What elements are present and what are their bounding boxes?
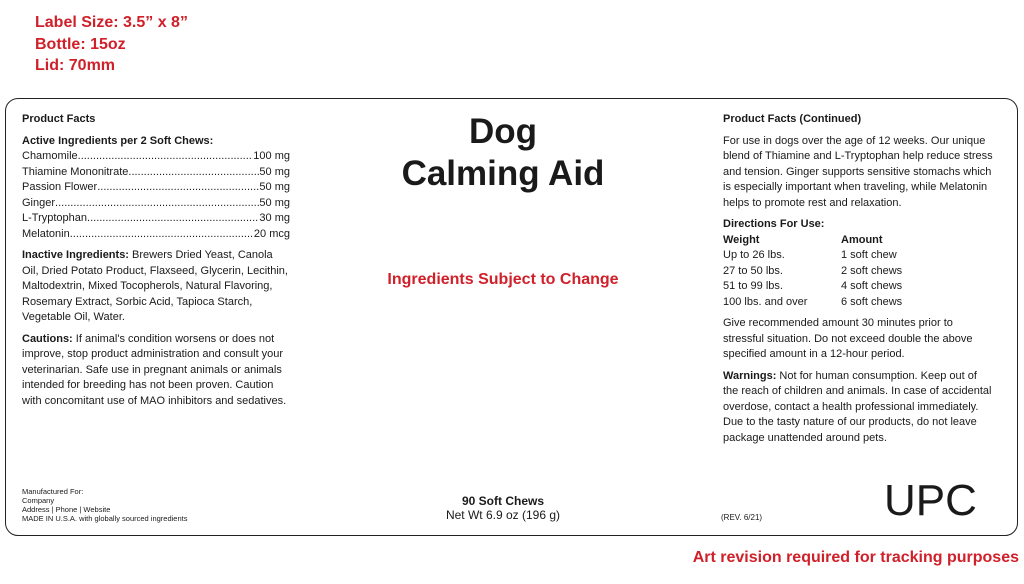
- bottle-spec: Bottle: 15oz: [35, 36, 126, 53]
- ingredient-name: L-Tryptophan: [22, 212, 88, 224]
- cautions-text: If animal's condition worsens or does not improve, stop product administration and consult your veterinarian. Safe use in pregnant animals or animals intended for breeding has not been proven. Caution with concomitant use of MAO inhibitors and sedatives.: [22, 332, 287, 407]
- label-size-spec: Label Size: 3.5” x 8”: [35, 14, 188, 31]
- warnings-label: Warnings:: [723, 369, 777, 382]
- ingredient-name: Chamomile: [22, 150, 78, 162]
- directions-table: [723, 233, 993, 311]
- ingredient-name: Passion Flower: [22, 181, 98, 193]
- dosing-note: Give recommended amount 30 minutes prior to stressful situation. Do not exceed double the above specified amount in a 12-hour period.: [723, 317, 973, 360]
- cautions-label: Cautions:: [22, 332, 73, 345]
- inactive-ingredients-text: Brewers Dried Yeast, Canola Oil, Dried Potato Product, Flaxseed, Glycerin, Lecithin, Maltodextrin, Mixed Tocopherols, Natural Flavoring, Rosemary Extract, Sorbic Acid, Tapioca Starch, Vegetable Oil, Water.: [22, 249, 288, 323]
- ingredient-amount: 50 mg: [259, 165, 290, 178]
- ingredient-amount: 50 mg: [259, 196, 290, 209]
- ingredient-row: [22, 211, 290, 227]
- product-title-line1: Dog: [468, 112, 538, 151]
- active-ingredients-list: [22, 149, 290, 242]
- ingredient-name: Ginger: [22, 196, 56, 209]
- ingredient-name: Thiamine Mononitrate: [22, 165, 129, 178]
- manufacturer-info: [22, 487, 188, 523]
- direction-amount: 6 soft chews: [841, 295, 903, 308]
- subject-to-change-note: Ingredients Subject to Change: [387, 271, 619, 288]
- direction-weight: 51 to 99 lbs.: [723, 280, 783, 292]
- inactive-ingredients: [22, 248, 290, 326]
- manufacturer-company: Company: [22, 496, 55, 505]
- ingredient-amount: 100 mg: [253, 150, 290, 162]
- amount-column-header: Amount: [841, 233, 883, 246]
- ingredient-amount: 30 mg: [259, 212, 290, 224]
- ingredient-amount: 20 mcg: [253, 227, 290, 240]
- ingredient-row: [22, 149, 290, 165]
- cautions: [22, 332, 290, 410]
- direction-weight: 100 lbs. and over: [723, 295, 808, 308]
- ingredient-row: [22, 165, 290, 181]
- net-contents: [403, 494, 603, 522]
- net-weight: Net Wt 6.9 oz (196 g): [445, 508, 561, 522]
- direction-amount: 4 soft chews: [841, 280, 903, 292]
- ingredient-row: [22, 180, 290, 196]
- warnings-text: Not for human consumption. Keep out of the reach of children and animals. In case of accidental overdose, contact a health professional immediately. Due to the tasty nature of our products, do not leave package unattended around pets.: [723, 369, 992, 444]
- direction-amount: 1 soft chew: [841, 249, 897, 261]
- active-ingredients-heading: Active Ingredients per 2 Soft Chews:: [22, 134, 214, 147]
- upc-placeholder: UPC: [884, 476, 977, 525]
- direction-weight: 27 to 50 lbs.: [723, 264, 783, 277]
- weight-column-header: Weight: [723, 233, 760, 246]
- ingredient-amount: 50 mg: [259, 181, 290, 193]
- product-intro: For use in dogs over the age of 12 weeks. Our unique blend of Thiamine and L-Tryptophan help reduce stress and tension. Ginger supports sensitive stomachs which is especially important when traveling, while Melatonin helps to promote rest and relaxation.: [723, 134, 993, 209]
- direction-weight: Up to 26 lbs.: [723, 249, 785, 261]
- direction-amount: 2 soft chews: [841, 264, 903, 277]
- inactive-ingredients-label: Inactive Ingredients:: [22, 249, 129, 261]
- product-facts-heading: Product Facts: [22, 113, 96, 125]
- manufacturer-contact: Address | Phone | Website: [22, 505, 111, 514]
- ingredient-row: [22, 196, 290, 212]
- warnings: [723, 369, 993, 447]
- product-facts-continued-heading: Product Facts (Continued): [723, 113, 862, 125]
- manufacturer-label: Manufactured For:: [22, 487, 84, 496]
- product-facts-continued-panel: [723, 112, 993, 446]
- lid-spec: Lid: 70mm: [35, 57, 116, 74]
- manufacturer-origin: MADE IN U.S.A. with globally sourced ingredients: [22, 514, 188, 523]
- ingredient-name: Melatonin: [22, 227, 70, 240]
- product-facts-panel: [22, 112, 290, 409]
- product-title-line2: Calming Aid: [401, 154, 605, 193]
- directions-heading: Directions For Use:: [723, 218, 825, 230]
- revision-code: (REV. 6/21): [721, 513, 763, 522]
- art-revision-note: Art revision required for tracking purposes: [692, 549, 1019, 566]
- ingredient-row: [22, 227, 290, 243]
- chew-count: 90 Soft Chews: [461, 494, 545, 508]
